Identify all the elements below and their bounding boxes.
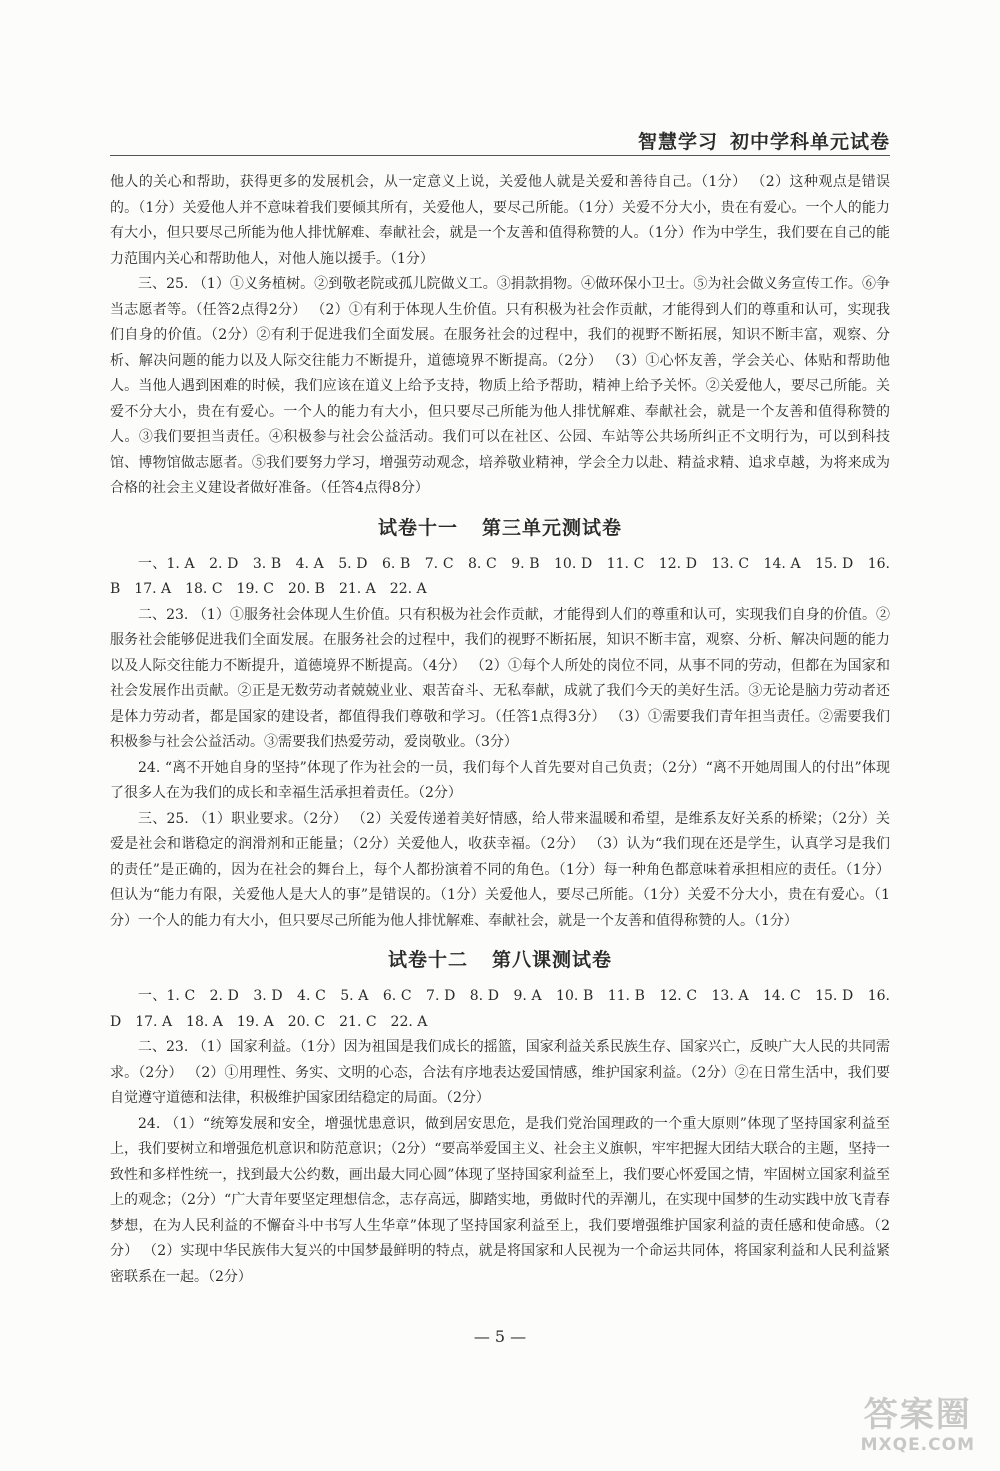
paragraph-q24: 24. “离不开她自身的坚持”体现了作为社会的一员，我们每个人首先要对自己负责；（2分）“离不开她周围人的付出”体现了很多人在为我们的成长和幸福生活承担着责任。（2分） [110,759,890,801]
page-content [110,170,890,1290]
paragraph-q25: 三、25. （1）①义务植树。②到敬老院或孤儿院做义工。③捐款捐物。④做环保小卫士。⑤为社会做义务宣传工作。⑥争当志愿者等。（任答2点得2分） （2）①有利于体现人生价值。只有积极为社会作贡献，才能得到人们的尊重和认可，实现我们自身的价值。（2分）②有利于促进我们全面发展。在服务社会的过程中，我们的视野不断拓展，知识不断丰富，观察、分析、解决问题的能力以及人际交往能力不断提升，道德境界不断提高。（2分） （3）①心怀友善，学会关心、体贴和帮助他人。当他人遇到困难的时候，我们应该在道义上给予支持，物质上给予帮助，精神上给予关怀。②关爱他人，要尽己所能。关爱不分大小，贵在有爱心。一个人的能力有大小，但只要尽己所能为他人排忧解难、奉献社会，就是一个友善和值得称赞的人。③我们要担当责任。④积极参与社会公益活动。我们可以在社区、公园、车站等公共场所纠正不文明行为，可以到科技馆、博物馆做志愿者。⑤我们要努力学习，增强劳动观念，培养敬业精神，学会全力以赴、精益求精、追求卓越，为将来成为合格的社会主义建设者做好准备。（任答4点得8分） [110,276,890,496]
section-title-11 [110,515,890,541]
section-name: 第八课测试卷 [492,949,613,971]
page-number: — 5 — [473,1327,527,1346]
watermark [861,1395,975,1455]
book-title: 初中学科单元试卷 [729,131,890,153]
paragraph-q24: 24. （1）“统筹发展和安全，增强忧患意识，做到居安思危，是我们党治国理政的一个重大原则”体现了坚持国家利益至上，我们要树立和增强危机意识和防范意识；（2分）“要高举爱国主义、社会主义旗帜，牢牢把握大团结大联合的主题，坚持一致性和多样性统一，找到最大公约数，画出最大同心圆”体现了坚持国家利益至上，我们要心怀爱国之情，牢固树立国家利益至上的观念；（2分）“广大青年要坚定理想信念，志存高远，脚踏实地，勇做时代的弄潮儿，在实现中国梦的生动实践中放飞青春梦想，在为人民利益的不懈奋斗中书写人生华章”体现了坚持国家利益至上，我们要增强维护国家利益的责任感和使命感。（2分） （2）实现中华民族伟大复兴的中国梦最鲜明的特点，就是将国家和人民视为一个命运共同体，将国家利益和人民利益紧密联系在一起。（2分） [110,1115,890,1285]
header-rule [110,155,890,156]
paragraph-q23: 二、23. （1）国家利益。（1分）因为祖国是我们成长的摇篮，国家利益关系民族生存、国家兴亡，反映广大人民的共同需求。（2分） （2）①用理性、务实、文明的心态，合法有序地表达爱国情感，维护国家利益。（2分）②在日常生活中，我们要自觉遵守道德和法律，积极维护国家团结稳定的局面。（2分） [110,1039,890,1106]
page-header [626,127,890,154]
brand-name: 智慧学习 [637,131,718,153]
section-number: 试卷十二 [387,949,468,971]
paragraph-choice-answers: 一、1. A 2. D 3. B 4. A 5. D 6. B 7. C 8. C 9. B 10. D 11. C 12. D 13. C 14. A 15. D 16. B 17. A 18. C 19. C 20. B 21. A 22. A [110,555,890,597]
watermark-logo: 答案圈 [863,1395,972,1435]
section-name: 第三单元测试卷 [482,516,623,539]
paragraph-choice-answers: 一、1. C 2. D 3. D 4. C 5. A 6. C 7. D 8. D 9. A 10. B 11. B 12. C 13. A 14. C 15. D 16. D 17. A 18. A 19. A 20. C 21. C 22. A [110,988,890,1030]
paragraph-continued: 他人的关心和帮助，获得更多的发展机会，从一定意义上说，关爱他人就是关爱和善待自己。（1分） （2）这种观点是错误的。（1分）关爱他人并不意味着我们要倾其所有，关爱他人，要尽己所能。（1分）关爱不分大小，贵在有爱心。一个人的能力有大小，但只要尽己所能为他人排忧解难、奉献社会，就是一个友善和值得称赞的人。（1分）作为中学生，我们要在自己的能力范围内关心和帮助他人，对他人施以援手。（1分） [110,174,890,267]
paragraph-q25: 三、25. （1）职业要求。（2分） （2）关爱传递着美好情感，给人带来温暖和希望，是维系友好关系的桥梁；（2分）关爱是社会和谐稳定的润滑剂和正能量；（2分）关爱他人，收获幸福。（2分） （3）认为“我们现在还是学生，认真学习是我们的责任”是正确的，因为在社会的舞台上，每个人都扮演着不同的角色。（1分）每一种角色都意味着承担相应的责任。（1分）但认为“能力有限，关爱他人是大人的事”是错误的。（1分）关爱他人，要尽己所能。（1分）关爱不分大小，贵在有爱心。（1分）一个人的能力有大小，但只要尽己所能为他人排忧解难、奉献社会，就是一个友善和值得称赞的人。（1分） [110,810,890,929]
section-number: 试卷十一 [377,516,458,539]
paragraph-q23: 二、23. （1）①服务社会体现人生价值。只有积极为社会作贡献，才能得到人们的尊重和认可，实现我们自身的价值。②服务社会能够促进我们全面发展。在服务社会的过程中，我们的视野不断拓展，知识不断丰富，观察、分析、解决问题的能力以及人际交往能力不断提升，道德境界不断提高。（4分） （2）①每个人所处的岗位不同，从事不同的劳动，但都在为国家和社会发展作出贡献。②正是无数劳动者兢兢业业、艰苦奋斗、无私奉献，成就了我们今天的美好生活。③无论是脑力劳动者还是体力劳动者，都是国家的建设者，都值得我们尊敬和学习。（任答1点得3分） （3）①需要我们青年担当责任。②需要我们积极参与社会公益活动。③需要我们热爱劳动，爱岗敬业。（3分） [110,606,890,750]
watermark-url: MXQE.COM [860,1435,975,1455]
section-title-12 [110,947,890,973]
